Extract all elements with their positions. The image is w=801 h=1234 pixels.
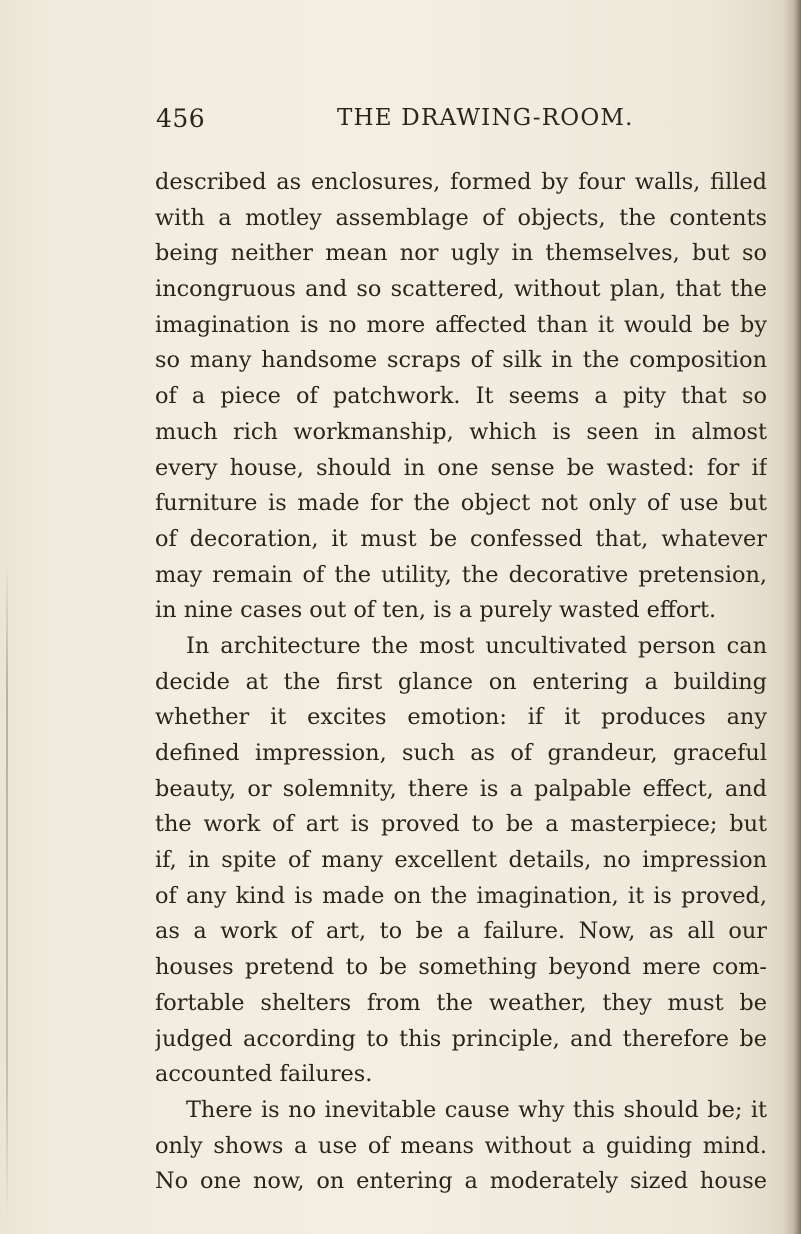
body-text	[155, 165, 767, 1200]
text-line: only shows a use of means without a guiding mind.	[155, 1132, 767, 1159]
text-line: much rich workmanship, which is seen in almost	[155, 418, 767, 445]
text-line: beauty, or solemnity, there is a palpable effect, and	[155, 775, 767, 802]
text-line: as a work of art, to be a failure. Now, as all our	[155, 918, 767, 945]
running-head: THE DRAWING-ROOM.	[337, 105, 634, 131]
text-line: fortable shelters from the weather, they must be	[155, 989, 767, 1016]
page-edge-mark	[6, 560, 8, 1220]
text-line: every house, should in one sense be wasted: for if	[155, 454, 767, 481]
text-line: in nine cases out of ten, is a purely wasted effort.	[155, 597, 717, 624]
text-line: the work of art is proved to be a masterpiece; but	[155, 811, 767, 838]
text-line: of decoration, it must be confessed that, whatever	[155, 525, 767, 552]
text-line: with a motley assemblage of objects, the contents	[155, 204, 767, 231]
text-line: of a piece of patchwork. It seems a pity that so	[155, 383, 767, 410]
text-line: No one now, on entering a moderately sized house	[155, 1168, 767, 1195]
text-line-indented: In architecture the most uncultivated person can	[186, 632, 767, 659]
text-line: imagination is no more affected than it would be by	[155, 311, 767, 338]
text-line: decide at the first glance on entering a building	[155, 668, 767, 695]
text-line: accounted failures.	[155, 1061, 373, 1088]
page-number: 456	[156, 104, 206, 133]
text-line: furniture is made for the object not only of use but	[155, 490, 767, 517]
text-line: whether it excites emotion: if it produces any	[155, 704, 767, 731]
text-line: judged according to this principle, and therefore be	[155, 1025, 767, 1052]
text-line: defined impression, such as of grandeur, graceful	[155, 740, 767, 766]
text-line: being neither mean nor ugly in themselves, but so	[155, 240, 767, 267]
text-line-indented: There is no inevitable cause why this should be; it	[186, 1096, 767, 1123]
text-line: of any kind is made on the imagination, it is proved,	[155, 882, 767, 909]
text-line: houses pretend to be something beyond mere com-	[155, 954, 767, 981]
text-line: may remain of the utility, the decorative pretension,	[155, 561, 767, 588]
text-line: if, in spite of many excellent details, no impression	[155, 847, 767, 874]
text-line: described as enclosures, formed by four walls, filled	[155, 169, 767, 195]
page-header	[156, 104, 756, 138]
page-gutter-shadow	[783, 0, 801, 1234]
text-line: so many handsome scraps of silk in the composition	[155, 347, 767, 374]
text-line: incongruous and so scattered, without plan, that the	[155, 276, 767, 303]
